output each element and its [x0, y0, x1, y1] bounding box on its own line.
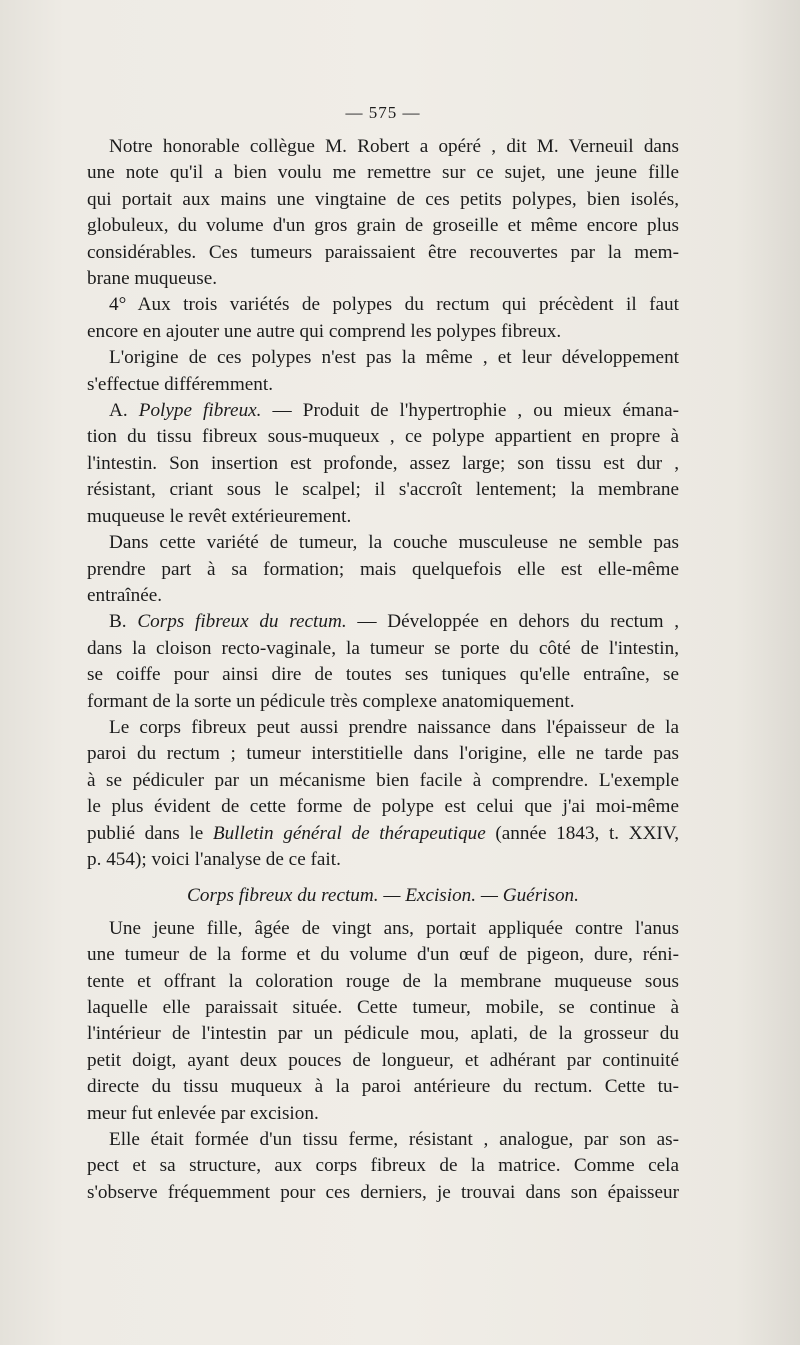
- text-line: se coiffe pour ainsi dire de toutes ses tuniques qu'elle entraîne, se: [87, 664, 679, 686]
- section-title: Polype fibreux.: [138, 400, 262, 422]
- paragraph-4: [87, 398, 679, 530]
- text-fragment: (année 1843, t. XXIV,: [495, 822, 679, 844]
- text-line: 4° Aux trois variétés de polypes du rectum qui précèdent il faut: [109, 294, 679, 316]
- journal-title: Bulletin général de thérapeutique: [212, 822, 486, 844]
- paragraph-9: [87, 1127, 679, 1206]
- text-line: Dans cette variété de tumeur, la couche musculeuse ne semble pas: [109, 532, 679, 554]
- case-heading: Corps fibreux du rectum. — Excision. — Guérison.: [187, 885, 579, 907]
- text-line: globuleux, du volume d'un gros grain de groseille et même encore plus: [87, 215, 679, 237]
- text-line: entraînée.: [87, 584, 163, 606]
- text-line: une note qu'il a bien voulu me remettre sur ce sujet, une jeune fille: [87, 162, 679, 184]
- text-line: Notre honorable collègue M. Robert a opéré , dit M. Verneuil dans: [109, 136, 679, 157]
- paragraph-6: [87, 609, 679, 715]
- paragraph-5: [87, 530, 679, 609]
- paragraph-3: [87, 345, 679, 398]
- text-line: [87, 398, 679, 424]
- paragraph-2: [87, 292, 679, 345]
- text-line: petit doigt, ayant deux pouces de longueur, et adhérant par continuité: [87, 1049, 679, 1071]
- text-fragment: — Produit de l'hypertrophie , ou mieux émana-: [272, 400, 679, 422]
- text-line: L'origine de ces polypes n'est pas la même , et leur développement: [109, 347, 679, 369]
- text-line: une tumeur de la forme et du volume d'un œuf de pigeon, dure, réni-: [87, 944, 679, 966]
- text-line: qui portait aux mains une vingtaine de ces petits polypes, bien isolés,: [87, 188, 679, 210]
- text-line: tion du tissu fibreux sous-muqueux , ce polype appartient en propre à: [87, 426, 679, 448]
- text-line: à se pédiculer par un mécanisme bien facile à comprendre. L'exemple: [87, 769, 679, 791]
- text-line: [87, 609, 679, 635]
- text-line: formant de la sorte un pédicule très complexe anatomiquement.: [87, 690, 575, 712]
- text-line: résistant, criant sous le scalpel; il s'accroît lentement; la membrane: [87, 479, 679, 501]
- text-line: encore en ajouter une autre qui comprend les polypes fibreux.: [87, 320, 562, 342]
- page-number: — 575 —: [345, 103, 421, 122]
- text-line: Le corps fibreux peut aussi prendre naissance dans l'épaisseur de la: [109, 716, 679, 738]
- text-fragment: — Développée en dehors du rectum ,: [357, 611, 680, 633]
- text-line: prendre part à sa formation; mais quelquefois elle est elle-même: [87, 558, 679, 580]
- paragraph-8: [87, 916, 679, 1127]
- text-line: directe du tissu muqueux à la paroi antérieure du rectum. Cette tu-: [87, 1076, 679, 1098]
- page-text: [87, 100, 679, 1206]
- section-letter: B.: [109, 611, 127, 633]
- section-title: Corps fibreux du rectum.: [137, 611, 347, 633]
- paragraph-1: [87, 134, 679, 292]
- text-line: Elle était formée d'un tissu ferme, résistant , analogue, par son as-: [109, 1129, 679, 1151]
- text-line: p. 454); voici l'analyse de ce fait.: [87, 848, 341, 870]
- text-line: meur fut enlevée par excision.: [87, 1102, 319, 1124]
- text-line: s'effectue différemment.: [87, 373, 274, 395]
- text-line: tente et offrant la coloration rouge de la membrane muqueuse sous: [87, 970, 679, 992]
- text-line: dans la cloison recto-vaginale, la tumeur se porte du côté de l'intestin,: [87, 637, 679, 659]
- text-line: l'intestin. Son insertion est profonde, assez large; son tissu est dur ,: [87, 452, 679, 474]
- text-line: l'intérieur de l'intestin par un pédicule mou, aplati, de la grosseur du: [87, 1023, 679, 1045]
- text-line: brane muqueuse.: [87, 268, 218, 290]
- text-line: paroi du rectum ; tumeur interstitielle dans l'origine, elle ne tarde pas: [87, 743, 679, 765]
- text-line: [87, 821, 679, 847]
- text-line: pect et sa structure, aux corps fibreux de la matrice. Comme cela: [87, 1155, 679, 1177]
- text-line: le plus évident de cette forme de polype est celui que j'ai moi-même: [87, 796, 679, 818]
- paragraph-7: [87, 715, 679, 873]
- text-line: Une jeune fille, âgée de vingt ans, portait appliquée contre l'anus: [109, 917, 679, 939]
- text-line: s'observe fréquemment pour ces derniers, je trouvai dans son épaisseur: [87, 1181, 679, 1203]
- text-line: muqueuse le revêt extérieurement.: [87, 505, 352, 527]
- section-letter: A.: [109, 400, 128, 422]
- text-line: laquelle elle paraissait située. Cette tumeur, mobile, se continue à: [87, 997, 679, 1018]
- text-fragment: publié dans le: [87, 822, 204, 844]
- text-line: considérables. Ces tumeurs paraissaient être recouvertes par la mem-: [87, 241, 679, 263]
